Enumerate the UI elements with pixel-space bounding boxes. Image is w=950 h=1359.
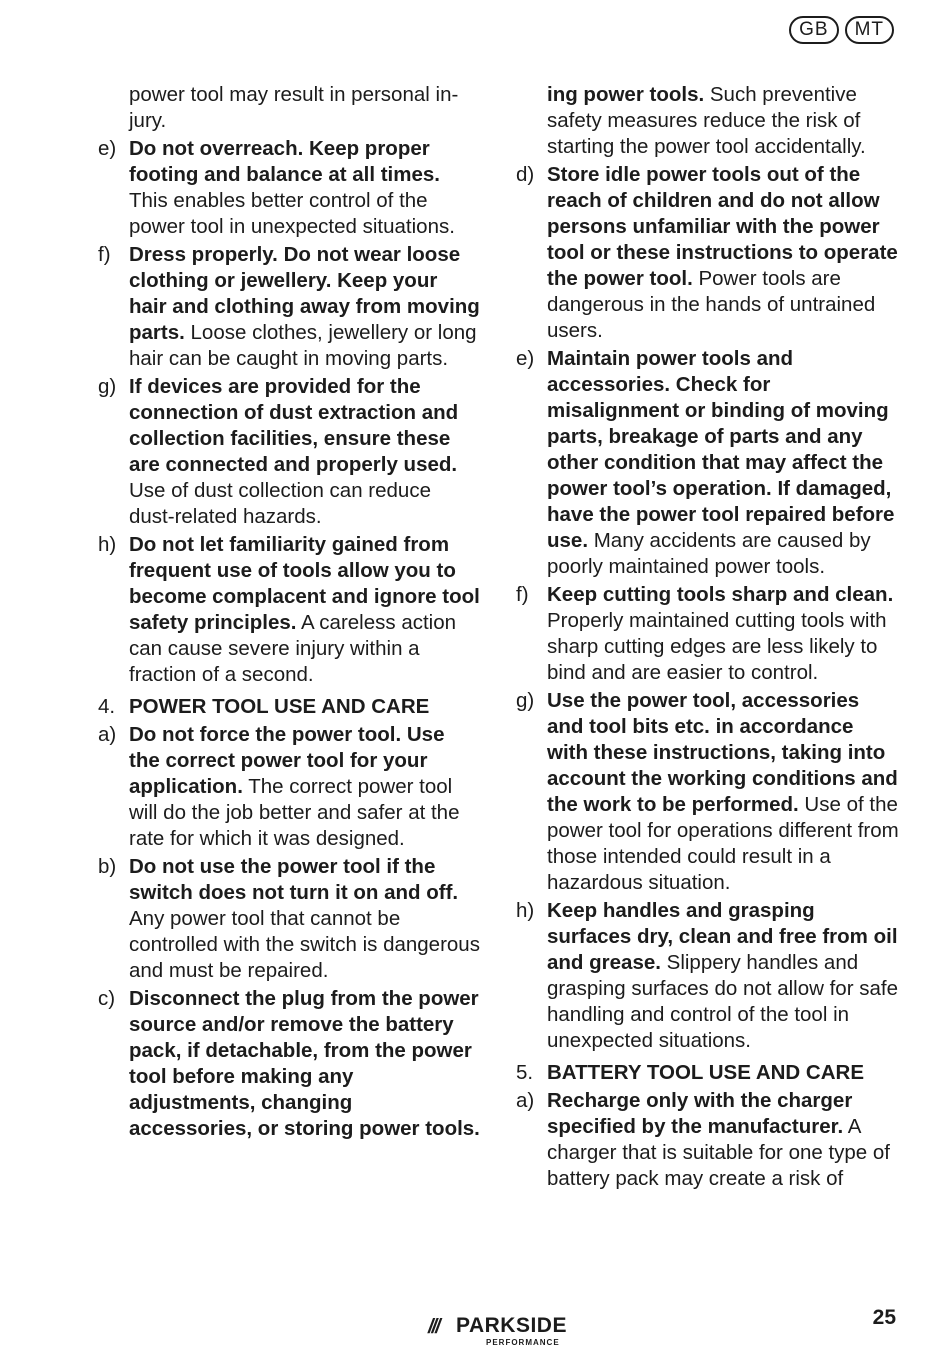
section-title: POWER TOOL USE AND CARE [129,695,430,718]
page-number: 25 [872,1306,896,1329]
item-bold-text: If devices are provided for the connection of dust extraction and collection facilities, ensure these are connected and properly used. [129,375,459,476]
logo-wordmark: PARKSIDE [456,1314,567,1337]
list-item [98,532,480,688]
list-item [516,162,900,344]
continued-bold-text: ing power tools. [547,83,705,106]
item-body-text: A charger that is suitable for one type of battery pack may create a risk of [547,1115,891,1190]
list-item [516,346,900,580]
item-body-text: Properly maintained cutting tools with sharp cutting edges are less likely to bind and are easier to control. [547,609,887,684]
item-marker: h) [516,899,535,922]
item-bold-text: Disconnect the plug from the power source and/or remove the battery pack, if detachable, from the power tool before making any adjustments, changing accessories, or storing power tools. [129,987,480,1140]
item-bold-text: Do not let familiarity gained from frequent use of tools allow you to become complacent and ignore tool safety principles. [129,533,480,634]
right-column [516,82,900,1194]
list-item [98,854,480,984]
list-item [516,898,900,1054]
item-bold-text: Recharge only with the charger specified by the manufacturer. [547,1089,853,1138]
item-bold-text: Keep handles and grasping surfaces dry, clean and free from oil and grease. [547,899,898,974]
item-bold-text: Store idle power tools out of the reach of children and do not allow persons unfamiliar with the power tool or these instructions to operate the power tool. [547,163,898,290]
logo-stripes-icon: /// [428,1316,439,1338]
item-body-text: Power tools are dangerous in the hands of untrained users. [547,267,876,342]
item-bold-text: Do not force the power tool. Use the correct power tool for your application. [129,723,445,798]
item-bold-text: Keep cutting tools sharp and clean. [547,583,894,606]
item-marker: f) [98,243,111,266]
list-item [98,374,480,530]
item-marker: h) [98,533,117,556]
continued-body-text: Such preventive safety measures reduce the risk of starting the power tool accidentally. [547,83,866,158]
item-bold-text: Maintain power tools and accessories. Check for misalignment or binding of moving parts, breakage of parts and any other condition that may affect the power tool’s operation. If damaged, have the power tool repaired before use. [547,347,895,552]
item-marker: d) [516,163,535,186]
item-body-text: Use of the power tool for operations different from those intended could result in a hazardous situation. [547,793,899,894]
list-item [98,242,480,372]
item-marker: e) [516,347,535,370]
item-marker: g) [98,375,117,398]
continued-text [516,82,900,160]
language-badges [789,16,894,44]
item-bold-text: Do not use the power tool if the switch does not turn it on and off. [129,855,459,904]
item-marker: b) [98,855,117,878]
item-marker: a) [516,1089,535,1112]
item-marker: g) [516,689,535,712]
section-heading [98,694,480,720]
item-marker: a) [98,723,117,746]
list-item [516,1088,900,1192]
language-badge-mt: MT [845,16,894,44]
item-body-text: Loose clothes, jewellery or long hair can be caught in moving parts. [129,321,477,370]
section-heading [516,1060,900,1086]
list-item [98,136,480,240]
list-item [98,986,480,1142]
item-bold-text: Use the power tool, accessories and tool bits etc. in accordance with these instructions, taking into account the working conditions and the work to be performed. [547,689,898,816]
list-item [516,688,900,896]
item-marker: e) [98,137,117,160]
item-marker: f) [516,583,529,606]
list-item [98,722,480,852]
item-bold-text: Do not overreach. Keep proper footing and balance at all times. [129,137,440,186]
section-number: 4. [98,695,116,718]
continued-text: power tool may result in personal injury. [129,83,459,132]
item-body-text: A careless action can cause severe injury within a fraction of a second. [129,611,457,686]
item-body-text: Slippery handles and grasping surfaces do not allow for safe handling and control of the tool in unexpected situations. [547,951,898,1052]
item-marker: c) [98,987,116,1010]
item-body-text: Any power tool that cannot be controlled with the switch is dangerous and must be repaired. [129,907,480,982]
item-body-text: Use of dust collection can reduce dust-related hazards. [129,479,431,528]
item-bold-text: Dress properly. Do not wear loose clothing or jewellery. Keep your hair and clothing away from moving parts. [129,243,480,344]
item-body-text: Many accidents are caused by poorly maintained power tools. [547,529,871,578]
left-column [98,82,480,1144]
list-item [516,582,900,686]
parkside-logo [428,1314,588,1350]
item-body-text: The correct power tool will do the job better and safer at the rate for which it was designed. [129,775,460,850]
logo-subtitle: PERFORMANCE [486,1338,560,1347]
section-title: BATTERY TOOL USE AND CARE [547,1061,865,1084]
language-badge-gb: GB [789,16,838,44]
section-number: 5. [516,1061,534,1084]
item-body-text: This enables better control of the power tool in unexpected situations. [129,189,455,238]
